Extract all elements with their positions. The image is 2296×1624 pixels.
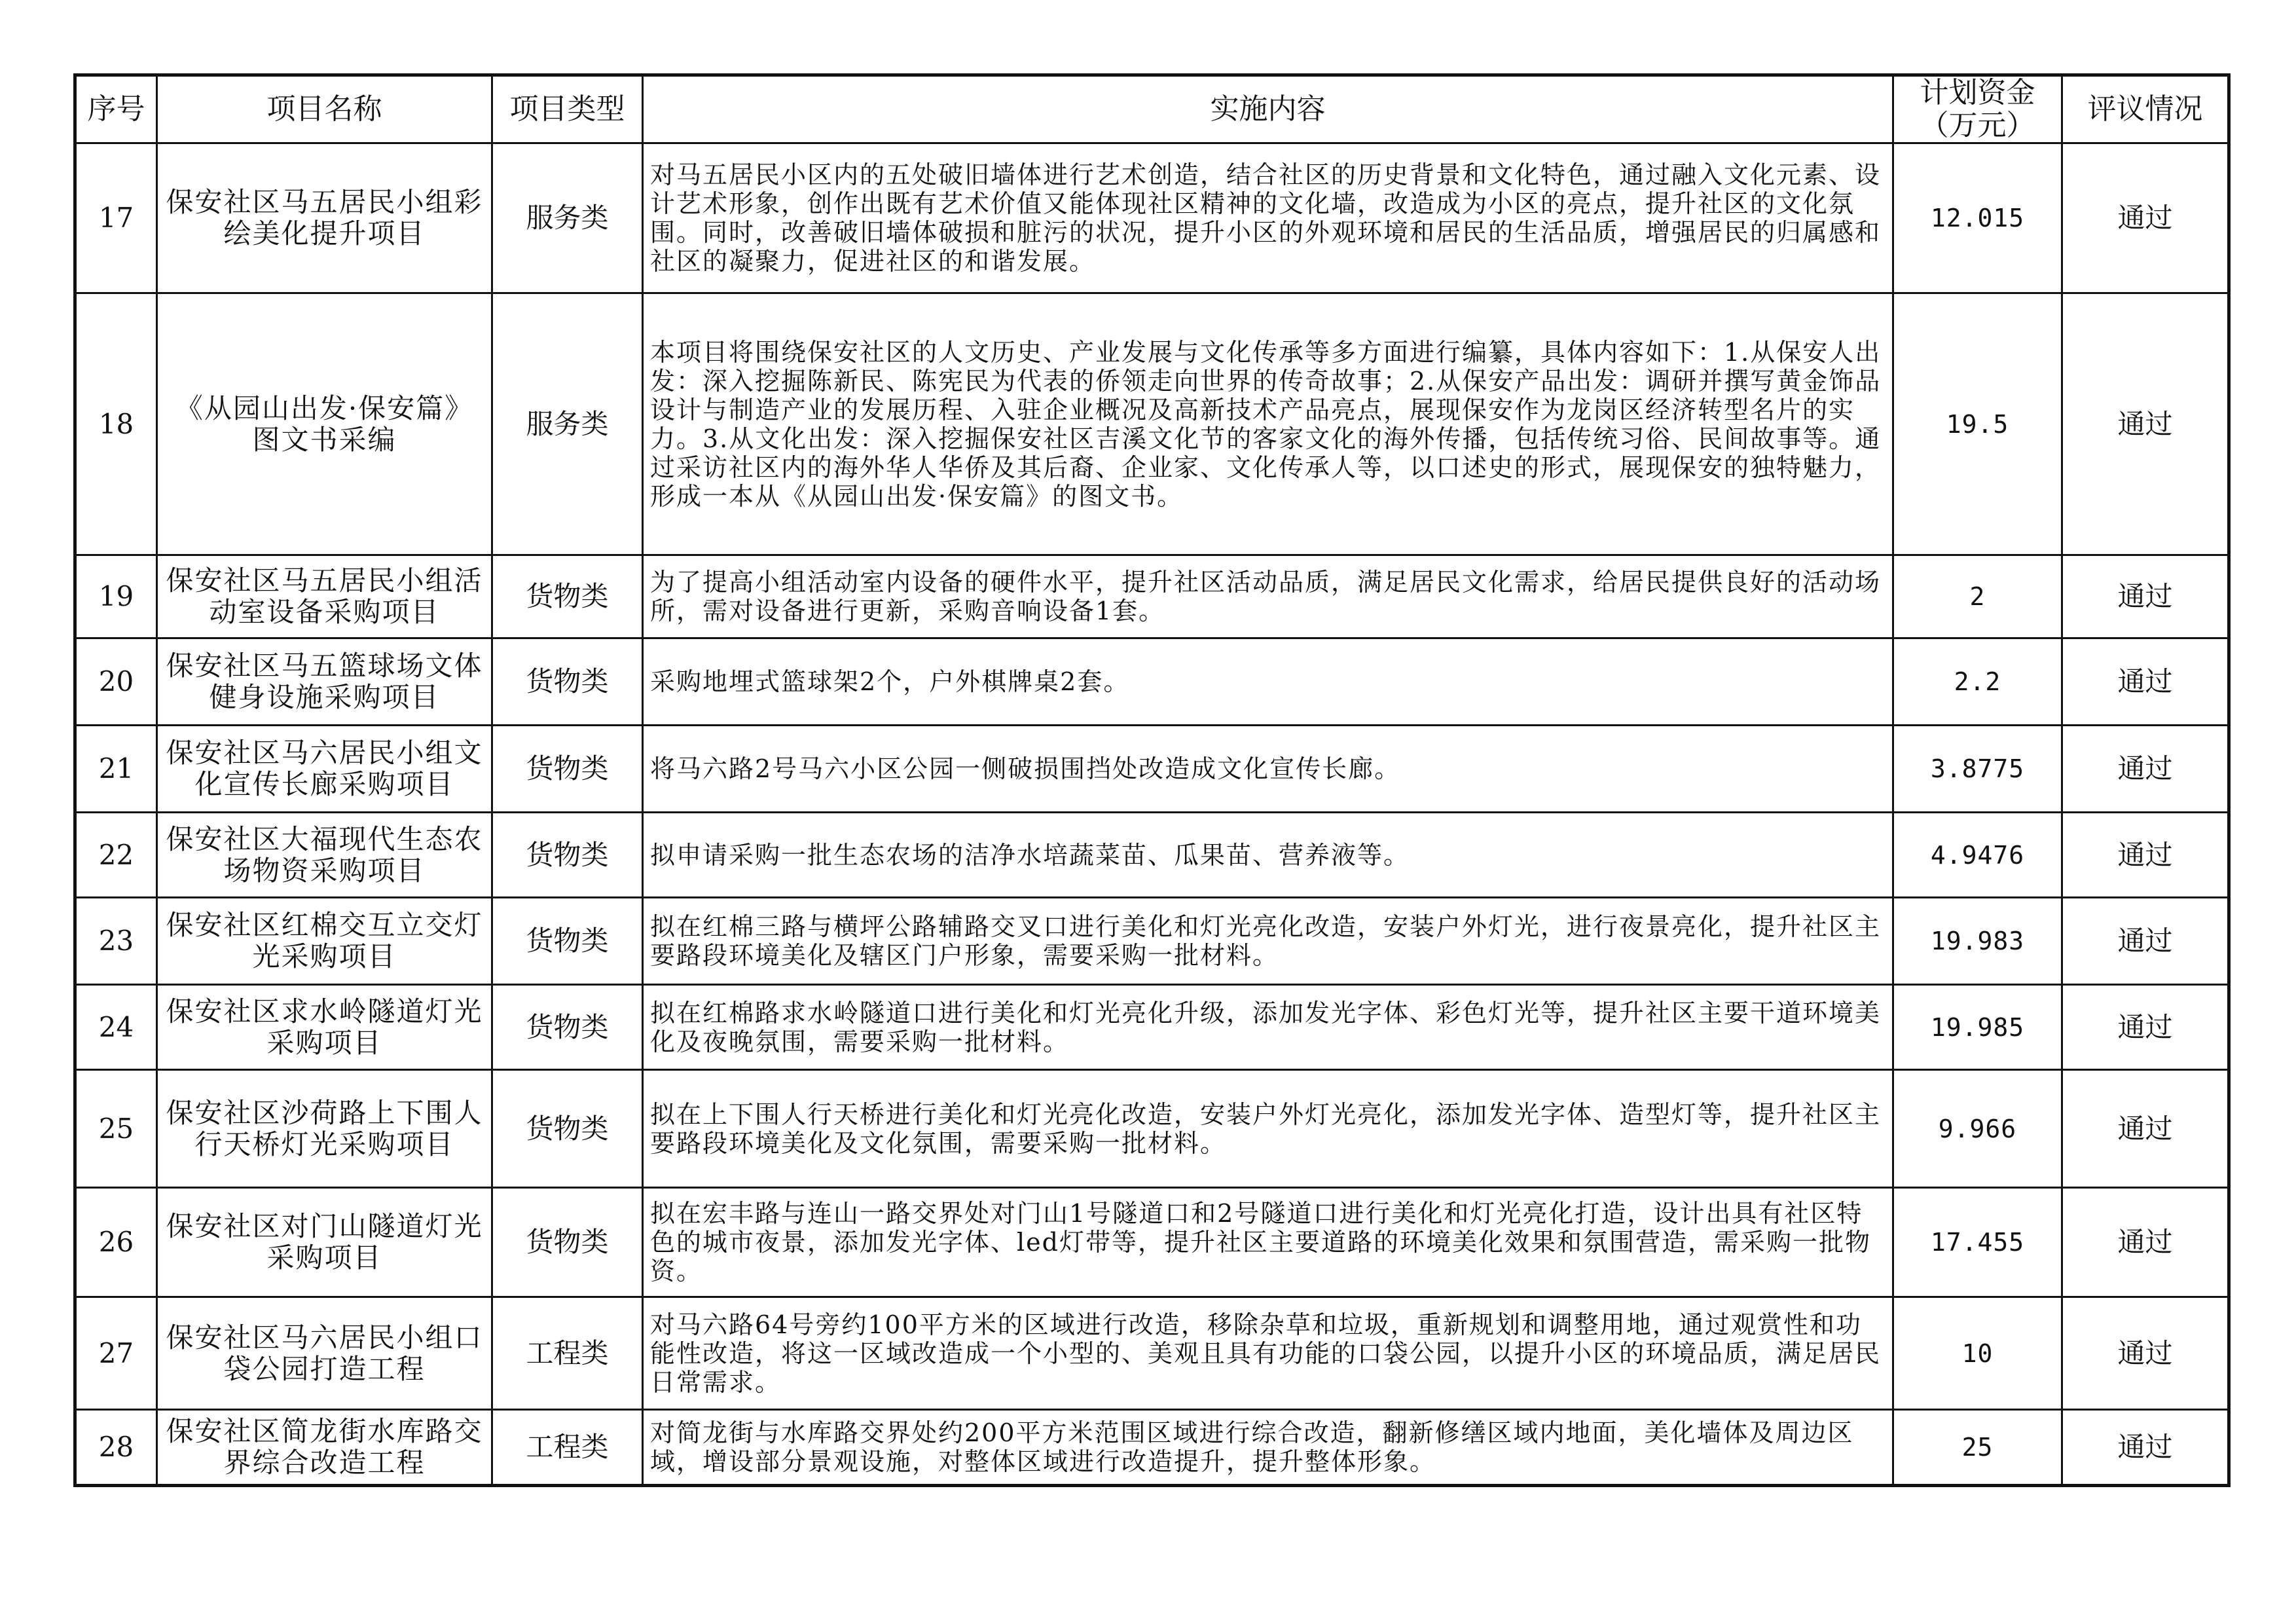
row-fund: 3.8775 [1893,726,2062,813]
table-row [75,1297,2229,1410]
row-seq: 27 [75,1297,157,1410]
row-fund: 19.985 [1893,985,2062,1070]
row-project-type: 工程类 [492,1410,643,1486]
row-result: 通过 [2062,1410,2229,1486]
row-seq: 22 [75,813,157,898]
table-header-row [75,75,2229,143]
row-project-name: 保安社区红棉交互立交灯光采购项目 [157,898,492,985]
header-seq: 序号 [75,75,157,143]
project-review-table [73,73,2231,1487]
row-content: 本项目将围绕保安社区的人文历史、产业发展与文化传承等多方面进行编纂，具体内容如下：1.从保安人出发：深入挖掘陈新民、陈宪民为代表的侨领走向世界的传奇故事；2.从保安产品出发：调研并撰写黄金饰品设计与制造产业的发展历程、入驻企业概况及高新技术产品亮点，展现保安作为龙岗区经济转型名片的实力。3.从文化出发：深入挖掘保安社区吉溪文化节的客家文化的海外传播，包括传统习俗、民间故事等。通过采访社区内的海外华人华侨及其后裔、企业家、文化传承人等，以口述史的形式，展现保安的独特魅力，形成一本从《从园山出发·保安篇》的图文书。 [643,293,1893,555]
header-project-type: 项目类型 [492,75,643,143]
row-project-type: 货物类 [492,1188,643,1297]
row-result: 通过 [2062,898,2229,985]
header-content: 实施内容 [643,75,1893,143]
row-project-type: 服务类 [492,143,643,293]
row-result: 通过 [2062,1297,2229,1410]
row-fund: 9.966 [1893,1070,2062,1188]
row-project-type: 货物类 [492,1070,643,1188]
row-fund: 19.983 [1893,898,2062,985]
row-fund: 17.455 [1893,1188,2062,1297]
row-content: 将马六路2号马六小区公园一侧破损围挡处改造成文化宣传长廊。 [643,726,1893,813]
table-row [75,985,2229,1070]
row-result: 通过 [2062,813,2229,898]
row-fund: 4.9476 [1893,813,2062,898]
table-row [75,898,2229,985]
row-content: 为了提高小组活动室内设备的硬件水平，提升社区活动品质，满足居民文化需求，给居民提供良好的活动场所，需对设备进行更新，采购音响设备1套。 [643,555,1893,638]
table-row [75,1410,2229,1486]
row-seq: 28 [75,1410,157,1486]
row-content: 对马六路64号旁约100平方米的区域进行改造，移除杂草和垃圾，重新规划和调整用地，通过观赏性和功能性改造，将这一区域改造成一个小型的、美观且具有功能的口袋公园，以提升小区的环境品质，满足居民日常需求。 [643,1297,1893,1410]
row-project-name: 保安社区马六居民小组口袋公园打造工程 [157,1297,492,1410]
row-fund: 2.2 [1893,638,2062,726]
row-fund: 25 [1893,1410,2062,1486]
row-content: 拟在宏丰路与连山一路交界处对门山1号隧道口和2号隧道口进行美化和灯光亮化打造，设计出具有社区特色的城市夜景，添加发光字体、led灯带等，提升社区主要道路的环境美化效果和氛围营造，需采购一批物资。 [643,1188,1893,1297]
table-row [75,143,2229,293]
table-row [75,813,2229,898]
row-fund: 12.015 [1893,143,2062,293]
row-result: 通过 [2062,293,2229,555]
table-row [75,1070,2229,1188]
row-seq: 19 [75,555,157,638]
row-project-name: 保安社区马六居民小组文化宣传长廊采购项目 [157,726,492,813]
row-project-name: 保安社区大福现代生态农场物资采购项目 [157,813,492,898]
table-row [75,638,2229,726]
row-project-type: 货物类 [492,898,643,985]
row-project-type: 货物类 [492,985,643,1070]
row-result: 通过 [2062,555,2229,638]
row-project-type: 货物类 [492,726,643,813]
row-project-type: 货物类 [492,555,643,638]
row-content: 对简龙街与水库路交界处约200平方米范围区域进行综合改造，翻新修缮区域内地面，美化墙体及周边区域，增设部分景观设施，对整体区域进行改造提升，提升整体形象。 [643,1410,1893,1486]
row-content: 拟在红棉路求水岭隧道口进行美化和灯光亮化升级，添加发光字体、彩色灯光等，提升社区主要干道环境美化及夜晚氛围，需要采购一批材料。 [643,985,1893,1070]
row-project-type: 货物类 [492,813,643,898]
table-row [75,1188,2229,1297]
row-content: 拟在红棉三路与横坪公路辅路交叉口进行美化和灯光亮化改造，安装户外灯光，进行夜景亮化，提升社区主要路段环境美化及辖区门户形象，需要采购一批材料。 [643,898,1893,985]
row-result: 通过 [2062,985,2229,1070]
table-row [75,293,2229,555]
header-fund-line1: 计划资金 [1920,76,2035,109]
row-project-name: 保安社区对门山隧道灯光采购项目 [157,1188,492,1297]
row-result: 通过 [2062,1188,2229,1297]
table-row [75,555,2229,638]
row-project-name: 保安社区马五居民小组彩绘美化提升项目 [157,143,492,293]
row-seq: 24 [75,985,157,1070]
row-project-name: 保安社区简龙街水库路交界综合改造工程 [157,1410,492,1486]
row-project-name: 保安社区求水岭隧道灯光采购项目 [157,985,492,1070]
row-seq: 25 [75,1070,157,1188]
row-result: 通过 [2062,1070,2229,1188]
row-result: 通过 [2062,638,2229,726]
header-fund [1893,75,2062,143]
row-seq: 21 [75,726,157,813]
row-content: 对马五居民小区内的五处破旧墙体进行艺术创造，结合社区的历史背景和文化特色，通过融入文化元素、设计艺术形象，创作出既有艺术价值又能体现社区精神的文化墙，改造成为小区的亮点，提升社区的文化氛围。同时，改善破旧墙体破损和脏污的状况，提升小区的外观环境和居民的生活品质，增强居民的归属感和社区的凝聚力，促进社区的和谐发展。 [643,143,1893,293]
row-project-type: 工程类 [492,1297,643,1410]
row-content: 拟申请采购一批生态农场的洁净水培蔬菜苗、瓜果苗、营养液等。 [643,813,1893,898]
header-result: 评议情况 [2062,75,2229,143]
row-project-name: 保安社区沙荷路上下围人行天桥灯光采购项目 [157,1070,492,1188]
row-result: 通过 [2062,143,2229,293]
row-seq: 17 [75,143,157,293]
row-content: 拟在上下围人行天桥进行美化和灯光亮化改造，安装户外灯光亮化，添加发光字体、造型灯等，提升社区主要路段环境美化及文化氛围，需要采购一批材料。 [643,1070,1893,1188]
project-review-table-page [73,73,2227,1487]
header-fund-line2: （万元） [1920,109,2035,142]
header-project-name: 项目名称 [157,75,492,143]
row-project-name: 《从园山出发·保安篇》图文书采编 [157,293,492,555]
row-result: 通过 [2062,726,2229,813]
row-seq: 18 [75,293,157,555]
row-project-name: 保安社区马五篮球场文体健身设施采购项目 [157,638,492,726]
table-row [75,726,2229,813]
row-seq: 20 [75,638,157,726]
row-project-name: 保安社区马五居民小组活动室设备采购项目 [157,555,492,638]
row-fund: 10 [1893,1297,2062,1410]
row-seq: 26 [75,1188,157,1297]
row-project-type: 货物类 [492,638,643,726]
row-seq: 23 [75,898,157,985]
row-fund: 2 [1893,555,2062,638]
row-project-type: 服务类 [492,293,643,555]
row-fund: 19.5 [1893,293,2062,555]
row-content: 采购地埋式篮球架2个，户外棋牌桌2套。 [643,638,1893,726]
